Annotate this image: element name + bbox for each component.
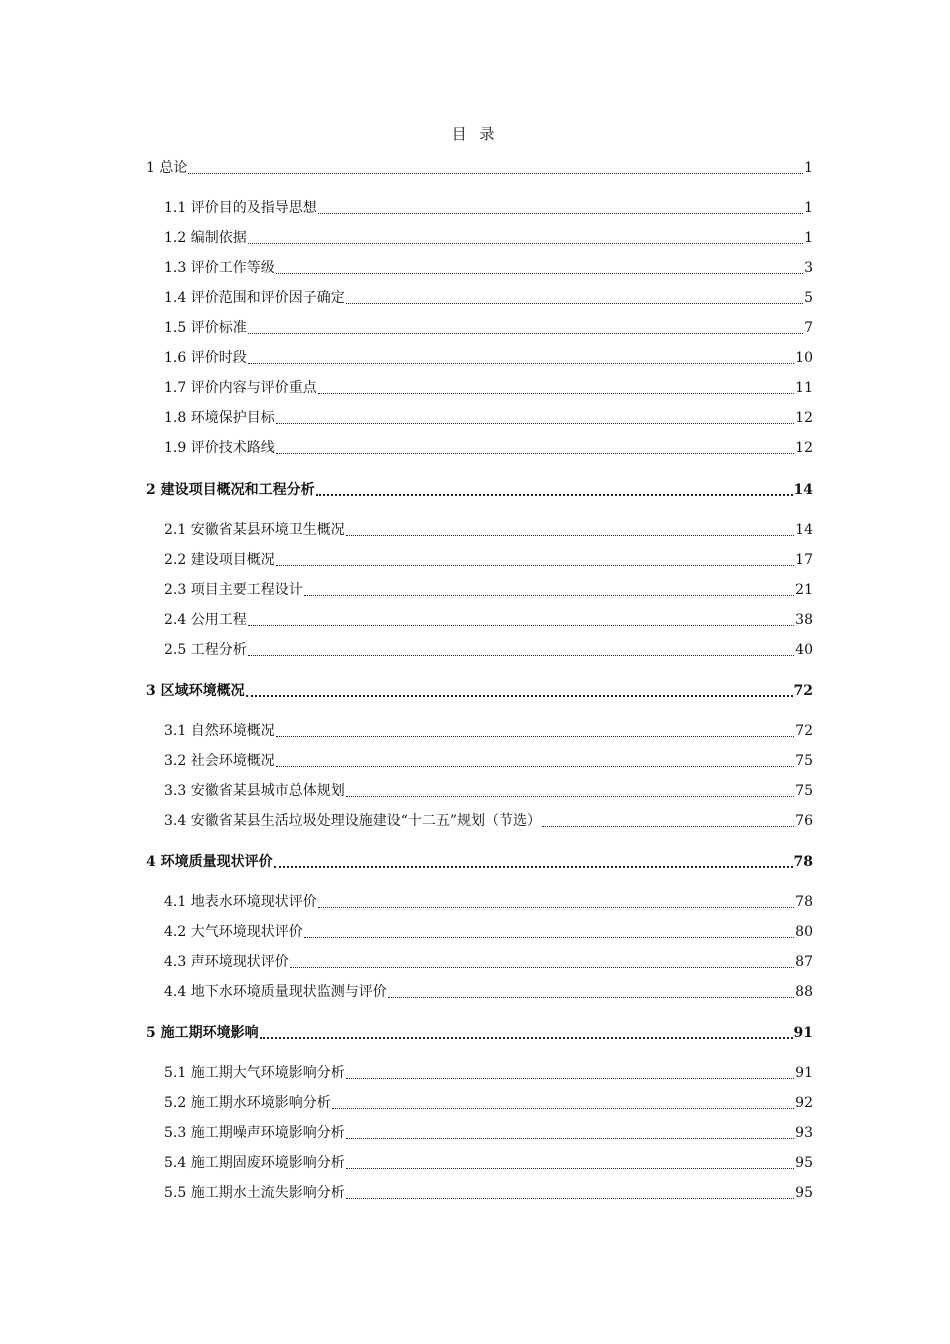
toc-entry[interactable] [164,1093,813,1113]
dot-leader [276,439,794,454]
toc-entry[interactable] [146,158,813,178]
toc-entry-label: 3.2 社会环境概况 [164,753,275,769]
toc-entry-page-number: 1 [804,230,813,246]
toc-entry[interactable] [164,922,813,942]
dot-leader [346,1124,794,1139]
toc-entry-label: 3.4 安徽省某县生活垃圾处理设施建设“十二五”规划（节选） [164,813,542,829]
toc-entry[interactable] [146,681,813,701]
toc-entry-label: 5 施工期环境影响 [146,1025,259,1041]
toc-entry-page-number: 72 [793,683,813,699]
toc-entry[interactable] [164,520,813,540]
toc-entry-label: 2.2 建设项目概况 [164,552,275,568]
toc-entry-page-number: 88 [795,984,813,1000]
dot-leader [246,681,793,697]
toc-entry-page-number: 40 [795,642,813,658]
toc-entry-page-number: 93 [795,1125,813,1141]
dot-leader [542,812,794,827]
toc-entry[interactable] [164,258,813,278]
toc-entry[interactable] [164,550,813,570]
dot-leader [276,551,794,566]
toc-entry[interactable] [164,580,813,600]
toc-entry-label: 5.2 施工期水环境影响分析 [164,1095,331,1111]
toc-entry-label: 2.4 公用工程 [164,612,247,628]
toc-entry-page-number: 95 [795,1155,813,1171]
toc-entry-label: 3.1 自然环境概况 [164,723,275,739]
dot-leader [276,409,794,424]
dot-leader [248,611,794,626]
toc-entry-page-number: 91 [793,1025,813,1041]
dot-leader [346,289,803,304]
dot-leader [346,521,794,536]
toc-entry[interactable] [164,408,813,428]
toc-entry-label: 2 建设项目概况和工程分析 [146,482,315,498]
toc-entry[interactable] [164,781,813,801]
toc-title: 目 录 [451,125,499,143]
toc-entry[interactable] [164,811,813,831]
toc-entry[interactable] [164,378,813,398]
toc-entry[interactable] [146,1023,813,1043]
toc-entry[interactable] [164,1183,813,1203]
toc-entry-label: 1.8 环境保护目标 [164,410,275,426]
toc-entry[interactable] [164,640,813,660]
toc-entry-page-number: 76 [795,813,813,829]
toc-entry-label: 1.5 评价标准 [164,320,247,336]
toc-entry-label: 5.3 施工期噪声环境影响分析 [164,1125,345,1141]
toc-entry-label: 2.5 工程分析 [164,642,247,658]
toc-entry-page-number: 21 [795,582,813,598]
toc-entry-page-number: 14 [795,522,813,538]
toc-entry-label: 4.1 地表水环境现状评价 [164,894,317,910]
toc-entry[interactable] [164,438,813,458]
toc-entry[interactable] [164,318,813,338]
dot-leader [318,199,803,214]
toc-entry-page-number: 95 [795,1185,813,1201]
dot-leader [248,319,803,334]
dot-leader [276,752,794,767]
toc-entry-label: 2.1 安徽省某县环境卫生概况 [164,522,345,538]
toc-entry[interactable] [164,198,813,218]
dot-leader [316,480,793,496]
toc-entry[interactable] [164,228,813,248]
toc-entry[interactable] [164,1153,813,1173]
toc-entry-page-number: 12 [795,410,813,426]
toc-entry-page-number: 78 [793,854,813,870]
toc-entry[interactable] [164,721,813,741]
dot-leader [248,229,803,244]
toc-entry[interactable] [164,1063,813,1083]
toc-entry[interactable] [164,288,813,308]
toc-entry-label: 5.1 施工期大气环境影响分析 [164,1065,345,1081]
toc-entry-page-number: 1 [804,200,813,216]
toc-entry-page-number: 12 [795,440,813,456]
toc-entry-page-number: 17 [795,552,813,568]
toc-entry[interactable] [164,1123,813,1143]
toc-entry[interactable] [164,982,813,1002]
dot-leader [304,923,794,938]
toc-entry-label: 1.6 评价时段 [164,350,247,366]
toc-entry-page-number: 91 [795,1065,813,1081]
dot-leader [248,641,794,656]
dot-leader [274,852,793,868]
toc-entry-label: 2.3 项目主要工程设计 [164,582,303,598]
dot-leader [248,349,794,364]
toc-entry-label: 4.4 地下水环境质量现状监测与评价 [164,984,387,1000]
toc-entry-label: 3 区域环境概况 [146,683,245,699]
toc-entry[interactable] [164,892,813,912]
toc-entry[interactable] [164,952,813,972]
toc-entry-label: 4.3 声环境现状评价 [164,954,289,970]
toc-entry-label: 4 环境质量现状评价 [146,854,273,870]
toc-entry-page-number: 80 [795,924,813,940]
toc-entry-page-number: 10 [795,350,813,366]
toc-entry[interactable] [164,610,813,630]
toc-entry-label: 5.4 施工期固废环境影响分析 [164,1155,345,1171]
toc-entry-page-number: 1 [804,160,813,176]
dot-leader [318,893,794,908]
dot-leader [290,953,794,968]
dot-leader [332,1094,794,1109]
toc-entry-page-number: 3 [804,260,813,276]
toc-entry-page-number: 78 [795,894,813,910]
toc-entry-page-number: 72 [795,723,813,739]
dot-leader [188,159,803,174]
dot-leader [346,1184,794,1199]
toc-entry[interactable] [164,348,813,368]
toc-entry-label: 5.5 施工期水土流失影响分析 [164,1185,345,1201]
toc-entry-page-number: 87 [795,954,813,970]
toc-entry-label: 3.3 安徽省某县城市总体规划 [164,783,345,799]
dot-leader [346,1064,794,1079]
toc-entry-label: 1.1 评价目的及指导思想 [164,200,317,216]
toc-entry[interactable] [146,480,813,500]
toc-entry-page-number: 38 [795,612,813,628]
toc-entry-label: 1.7 评价内容与评价重点 [164,380,317,396]
toc-entry-page-number: 11 [795,380,813,396]
toc-entry-page-number: 7 [804,320,813,336]
dot-leader [304,581,794,596]
dot-leader [260,1023,793,1039]
dot-leader [346,1154,794,1169]
toc-entry[interactable] [164,751,813,771]
toc-entry-label: 1 总论 [146,160,188,176]
dot-leader [346,782,794,797]
toc-entry-page-number: 75 [795,753,813,769]
dot-leader [318,379,794,394]
dot-leader [276,722,794,737]
toc-entry-label: 1.4 评价范围和评价因子确定 [164,290,345,306]
toc-entry-page-number: 14 [793,482,813,498]
toc-entry-label: 1.2 编制依据 [164,230,247,246]
toc-entry-label: 1.3 评价工作等级 [164,260,275,276]
dot-leader [388,983,794,998]
toc-entry-label: 4.2 大气环境现状评价 [164,924,303,940]
toc-entry-page-number: 5 [804,290,813,306]
toc-entry-label: 1.9 评价技术路线 [164,440,275,456]
toc-entry-page-number: 92 [795,1095,813,1111]
toc-entry[interactable] [146,852,813,872]
toc-entry-page-number: 75 [795,783,813,799]
dot-leader [276,259,803,274]
